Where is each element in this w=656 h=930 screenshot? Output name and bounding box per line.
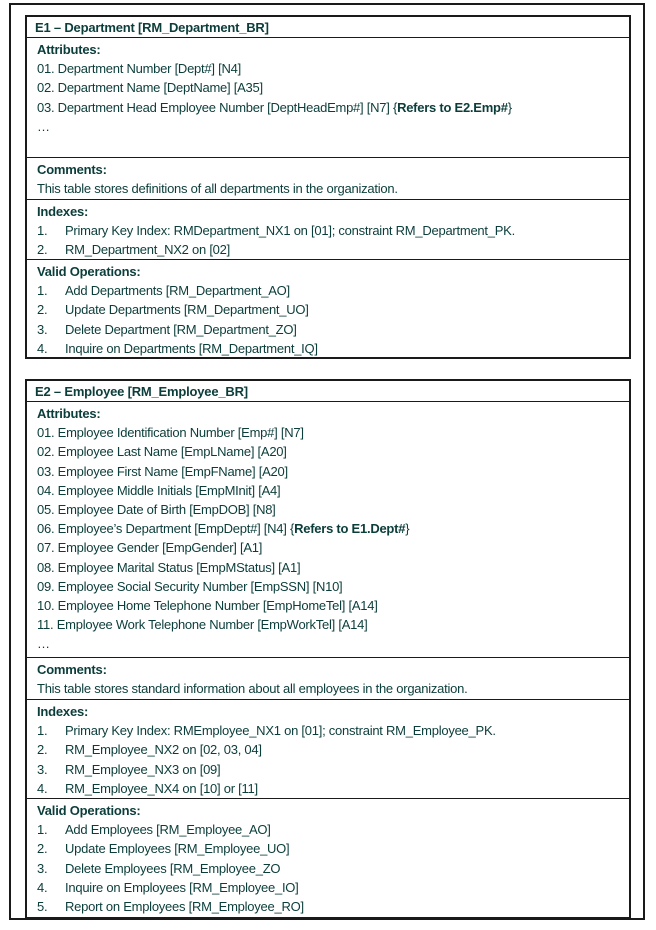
comments-section (27, 158, 629, 200)
comments-heading: Comments: (37, 162, 107, 177)
attribute-brace: } (507, 99, 512, 115)
operation-number: 1. (37, 822, 48, 838)
operations-heading: Valid Operations: (37, 803, 141, 818)
operations-section (27, 260, 629, 357)
attribute-row: 04. Employee Middle Initials [EmpMInit] [A4] (37, 482, 281, 498)
ellipsis: … (37, 118, 51, 134)
operation-row (37, 859, 629, 878)
indexes-section (27, 700, 629, 799)
entity-title: E2 – Employee [RM_Employee_BR] (27, 381, 629, 402)
operation-row (37, 878, 629, 897)
reference-link-text: Refers to E1.Dept# (294, 521, 406, 537)
entity-title: E1 – Department [RM_Department_BR] (27, 17, 629, 38)
index-number: 2. (37, 242, 48, 258)
operation-row (37, 897, 629, 916)
index-text: Primary Key Index: RMEmployee_NX1 on [01]; constraint RM_Employee_PK. (65, 723, 496, 739)
attribute-text: 06. Employee’s Department [EmpDept#] [N4] { (37, 521, 295, 537)
attribute-row: 11. Employee Work Telephone Number [EmpWorkTel] [A14] (37, 617, 368, 633)
index-number: 2. (37, 742, 48, 758)
comments-section (27, 658, 629, 700)
index-row (37, 779, 629, 798)
operation-number: 4. (37, 879, 48, 895)
operation-number: 1. (37, 283, 48, 299)
attribute-text: 03. Department Head Employee Number [DeptHeadEmp#] [N7] { (37, 99, 398, 115)
index-number: 4. (37, 780, 48, 796)
attributes-heading: Attributes: (37, 406, 101, 421)
comment-text: This table stores standard information about all employees in the organization. (37, 681, 468, 697)
operation-number: 3. (37, 321, 48, 337)
operation-text: Inquire on Employees [RM_Employee_IO] (65, 879, 299, 895)
operation-row (37, 820, 629, 839)
attribute-row: 09. Employee Social Security Number [EmpSSN] [N10] (37, 578, 343, 594)
index-row (37, 760, 629, 779)
attribute-row: 10. Employee Home Telephone Number [EmpHomeTel] [A14] (37, 598, 378, 614)
ellipsis: … (37, 636, 51, 652)
index-row (37, 740, 629, 759)
index-row (37, 721, 629, 740)
index-text: RM_Employee_NX4 on [10] or [11] (65, 780, 258, 796)
index-text: Primary Key Index: RMDepartment_NX1 on [01]; constraint RM_Department_PK. (65, 223, 515, 239)
operation-text: Report on Employees [RM_Employee_RO] (65, 899, 304, 915)
attributes-heading: Attributes: (37, 42, 101, 57)
attributes-section (27, 402, 629, 658)
operation-text: Update Employees [RM_Employee_UO] (65, 841, 290, 857)
operation-text: Delete Department [RM_Department_ZO] (65, 321, 297, 337)
indexes-heading: Indexes: (37, 704, 89, 719)
index-text: RM_Employee_NX2 on [02, 03, 04] (65, 742, 262, 758)
comment-text: This table stores definitions of all departments in the organization. (37, 181, 398, 197)
operation-row (37, 339, 629, 358)
operations-heading: Valid Operations: (37, 264, 141, 279)
entity-employee (25, 379, 631, 919)
indexes-section (27, 200, 629, 260)
index-number: 1. (37, 723, 48, 739)
operation-text: Inquire on Departments [RM_Department_IQ] (65, 340, 318, 356)
reference-link-text: Refers to E2.Emp# (397, 99, 508, 115)
index-number: 3. (37, 761, 48, 777)
attribute-row: 02. Employee Last Name [EmpLName] [A20] (37, 444, 287, 460)
operation-text: Delete Employees [RM_Employee_ZO (65, 860, 281, 876)
operations-section (27, 799, 629, 917)
attribute-row (37, 98, 629, 117)
operation-number: 3. (37, 860, 48, 876)
operation-row (37, 281, 629, 300)
attribute-row: 02. Department Name [DeptName] [A35] (37, 80, 263, 96)
index-text: RM_Department_NX2 on [02] (65, 242, 231, 258)
attribute-brace: } (405, 521, 410, 537)
operation-text: Add Departments [RM_Department_AO] (65, 283, 290, 299)
comments-heading: Comments: (37, 662, 107, 677)
index-row (37, 240, 629, 259)
operation-text: Add Employees [RM_Employee_AO] (65, 822, 271, 838)
operation-text: Update Departments [RM_Department_UO] (65, 302, 309, 318)
operation-row (37, 320, 629, 339)
attribute-row: 03. Employee First Name [EmpFName] [A20] (37, 463, 288, 479)
attributes-section (27, 38, 629, 158)
attribute-row: 08. Employee Marital Status [EmpMStatus] [A1] (37, 559, 301, 575)
entity-department (25, 15, 631, 359)
attribute-row: 01. Employee Identification Number [Emp#] [N7] (37, 425, 304, 441)
operation-row (37, 839, 629, 858)
operation-number: 2. (37, 841, 48, 857)
operation-number: 5. (37, 899, 48, 915)
attribute-row: 01. Department Number [Dept#] [N4] (37, 61, 241, 77)
operation-number: 2. (37, 302, 48, 318)
document-frame (9, 3, 645, 920)
attribute-row (37, 519, 629, 538)
indexes-heading: Indexes: (37, 204, 89, 219)
index-row (37, 221, 629, 240)
operation-row (37, 300, 629, 319)
index-number: 1. (37, 223, 48, 239)
attribute-row: 07. Employee Gender [EmpGender] [A1] (37, 540, 263, 556)
index-text: RM_Employee_NX3 on [09] (65, 761, 221, 777)
operation-number: 4. (37, 340, 48, 356)
attribute-row: 05. Employee Date of Birth [EmpDOB] [N8] (37, 502, 276, 518)
